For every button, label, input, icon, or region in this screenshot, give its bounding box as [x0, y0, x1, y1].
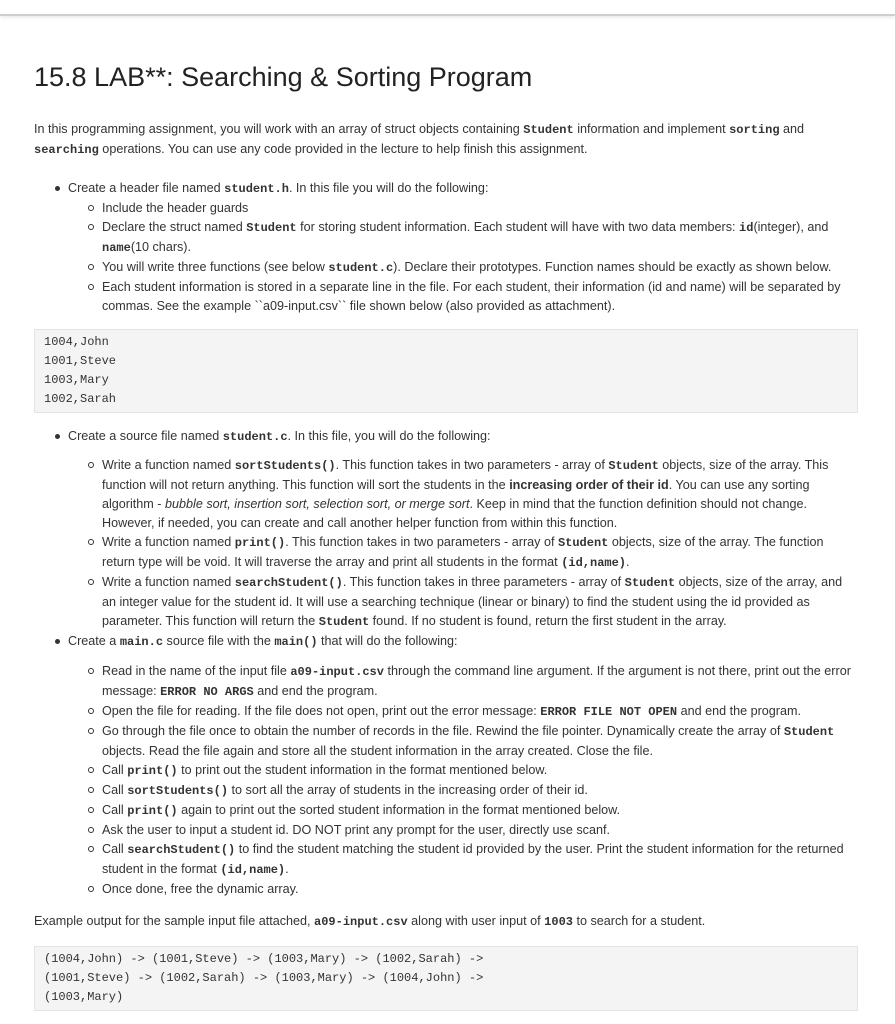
code-line: 1004,John: [44, 335, 109, 349]
code-line: 1002,Sarah: [44, 392, 117, 406]
list-item: Go through the file once to obtain the number of records in the file. Rewind the file pointer. Dynamically create the array of Student objects. Read the file again and store all the student information in the array created. Close the file.: [34, 722, 858, 761]
header-file-item: Create a header file named student.h. In this file you will do the following:: [34, 179, 858, 199]
sample-output-code-block: [34, 946, 858, 1011]
list-item: Write a function named searchStudent(). This function takes in three parameters - array of Student objects, size of the array, and an integer value for the student id. It will use a searching technique (linear or binary) to find the student using the id provided as parameter. This function will return the Student found. If no student is found, return the first student in the array.: [34, 573, 858, 632]
main-file-item: Create a main.c source file with the main() that will do the following:: [34, 632, 858, 652]
main-file-subitems: [34, 662, 858, 899]
list-item: Ask the user to input a student id. DO NOT print any prompt for the user, directly use scanf.: [34, 821, 858, 840]
example-paragraph: Example output for the sample input file attached, a09-input.csv along with user input of 1003 to search for a student.: [34, 914, 706, 929]
code-line: (1004,John) -> (1001,Steve) -> (1003,Mary) -> (1002,Sarah) ->: [44, 952, 484, 966]
main-file-list: [34, 632, 858, 652]
source-file-list: [34, 427, 858, 447]
header-file-subitems: [34, 199, 858, 316]
sample-input-code-block: [34, 329, 858, 413]
list-item: Write a function named sortStudents(). This function takes in two parameters - array of Student objects, size of the array. This function will not return anything. This function will sort the students in the increasing order of their id. You can use any sorting algorithm - bubble sort, insertion sort, selection sort, or merge sort. Keep in mind that the function definition should not change. However, if needed, you can create and call another helper function from within this function.: [34, 456, 858, 533]
source-file-subitems: [34, 456, 858, 632]
list-item: Call print() again to print out the sorted student information in the format mentioned below.: [34, 801, 858, 821]
page-title: 15.8 LAB**: Searching & Sorting Program: [34, 62, 533, 92]
list-item: Write a function named print(). This function takes in two parameters - array of Student objects, size of the array. The function return type will be void. It will traverse the array and print all students in the format (id,name).: [34, 533, 858, 573]
code-line: (1003,Mary): [44, 990, 124, 1004]
top-bar: [0, 0, 895, 16]
list-item: You will write three functions (see below student.c). Declare their prototypes. Function names should be exactly as shown below.: [34, 258, 858, 278]
list-item: Open the file for reading. If the file does not open, print out the error message: ERROR FILE NOT OPEN and end the program.: [34, 702, 858, 722]
source-file-item: Create a source file named student.c. In this file, you will do the following:: [34, 427, 858, 447]
header-file-list: [34, 179, 858, 199]
list-item: Call sortStudents() to sort all the array of students in the increasing order of their id.: [34, 781, 858, 801]
lab-content: [34, 58, 858, 1011]
code-line: 1003,Mary: [44, 373, 109, 387]
list-item: Read in the name of the input file a09-input.csv through the command line argument. If the argument is not there, print out the error message: ERROR NO ARGS and end the program.: [34, 662, 858, 702]
code-line: (1001,Steve) -> (1002,Sarah) -> (1003,Mary) -> (1004,John) ->: [44, 971, 484, 985]
intro-paragraph: In this programming assignment, you will work with an array of struct objects containing Student information and implement sorting and searching operations. You can use any code provided in the lecture to help finish this assignment.: [34, 122, 805, 157]
list-item: Include the header guards: [34, 199, 858, 218]
list-item: Each student information is stored in a separate line in the file. For each student, their information (id and name) will be separated by commas. See the example ``a09-input.csv`` file shown below (also provided as attachment).: [34, 278, 858, 316]
code-line: 1001,Steve: [44, 354, 117, 368]
list-item: Call searchStudent() to find the student matching the student id provided by the user. Print the student information for the returned student in the format (id,name).: [34, 840, 858, 880]
list-item: Declare the struct named Student for storing student information. Each student will have with two data members: id(integer), and name(10 chars).: [34, 218, 858, 258]
list-item: Call print() to print out the student information in the format mentioned below.: [34, 761, 858, 781]
list-item: Once done, free the dynamic array.: [34, 880, 858, 899]
